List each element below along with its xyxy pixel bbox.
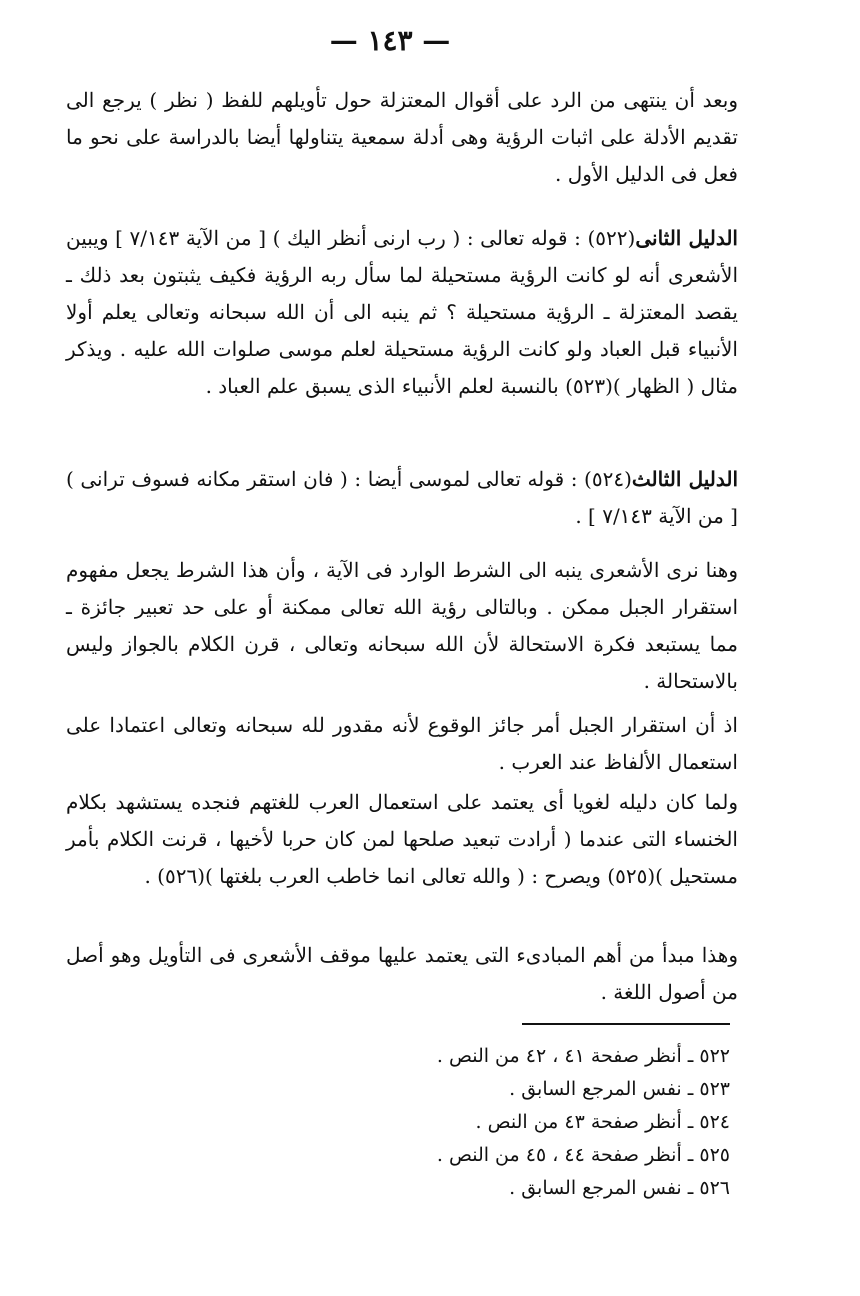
paragraph-mountain — [66, 707, 738, 781]
footnotes — [330, 1040, 730, 1205]
paragraph-text: (٥٢٤) : قوله تعالى لموسى أيضا : ( فان استقر مكانه فسوف ترانى ) [ من الآية ٧/١٤٣ ] . — [66, 467, 738, 528]
paragraph-third-proof — [66, 461, 738, 535]
footnote-divider — [522, 1023, 730, 1025]
page-number: — ١٤٣ — — [329, 24, 451, 57]
footnote-item: ٥٢٥ ـ أنظر صفحة ٤٤ ، ٤٥ من النص . — [436, 1144, 730, 1166]
paragraph-principle — [66, 937, 738, 1011]
footnote-item: ٥٢٢ ـ أنظر صفحة ٤١ ، ٤٢ من النص . — [436, 1045, 730, 1067]
paragraph-text: (٥٢٢) : قوله تعالى : ( رب ارنى أنظر اليك ) [ من الآية ٧/١٤٣ ] ويبين الأشعرى أنه لو كانت الرؤية مستحيلة لما سأل ربه الرؤية فكيف يثبتون بعد ذلك ـ يقصد المعتزلة ـ الرؤية مستحيلة ؟ ثم ينبه الى أن الله سبحانه وتعالى يعلم أولا الأنبياء قبل العباد ولو كانت الرؤية مستحيلة لعلم موسى صلوات الله عليه . ويذكر مثال ( الظهار )(٥٢٣) بالنسبة لعلم الأنبياء الذى يسبق علم العباد . — [66, 226, 738, 398]
footnote-item: ٥٢٦ ـ نفس المرجع السابق . — [509, 1177, 730, 1199]
section-heading: الدليل الثانى — [635, 226, 738, 250]
paragraph-text: وهذا مبدأ من أهم المبادىء التى يعتمد عليها موقف الأشعرى فى التأويل وهو أصل من أصول اللغة . — [66, 943, 738, 1004]
paragraph-condition — [66, 552, 738, 700]
paragraph-second-proof — [66, 220, 738, 405]
paragraph-text: ولما كان دليله لغويا أى يعتمد على استعمال العرب للغتهم فنجده يستشهد بكلام الخنساء التى عندما ( أرادت تبعيد صلحها لمن كان حربا لأخيها ، قرنت الكلام بأمر مستحيل )(٥٢٥) ويصرح : ( والله تعالى انما خاطب العرب بلغتها )(٥٢٦) . — [66, 790, 738, 888]
paragraph-text: اذ أن استقرار الجبل أمر جائز الوقوع لأنه مقدور لله سبحانه وتعالى اعتمادا على استعمال الألفاظ عند العرب . — [66, 713, 738, 774]
paragraph-linguistic — [66, 784, 738, 895]
section-heading: الدليل الثالث — [631, 467, 738, 491]
footnote-item: ٥٢٤ ـ أنظر صفحة ٤٣ من النص . — [475, 1111, 730, 1133]
paragraph-text: وهنا نرى الأشعرى ينبه الى الشرط الوارد فى الآية ، وأن هذا الشرط يجعل مفهوم استقرار الجبل ممكن . وبالتالى رؤية الله تعالى ممكنة أو على حد تعبير جائزة ـ مما يستبعد فكرة الاستحالة لأن الله سبحانه وتعالى ، قرن الكلام بالجواز وليس بالاستحالة . — [66, 558, 738, 693]
footnote-item: ٥٢٣ ـ نفس المرجع السابق . — [509, 1078, 730, 1100]
paragraph-intro — [66, 82, 738, 193]
paragraph-text: وبعد أن ينتهى من الرد على أقوال المعتزلة حول تأويلهم للفظ ( نظر ) يرجع الى تقديم الأدلة على اثبات الرؤية وهى أدلة سمعية يتناولها أيضا بالدراسة على نحو ما فعل فى الدليل الأول . — [66, 88, 738, 186]
